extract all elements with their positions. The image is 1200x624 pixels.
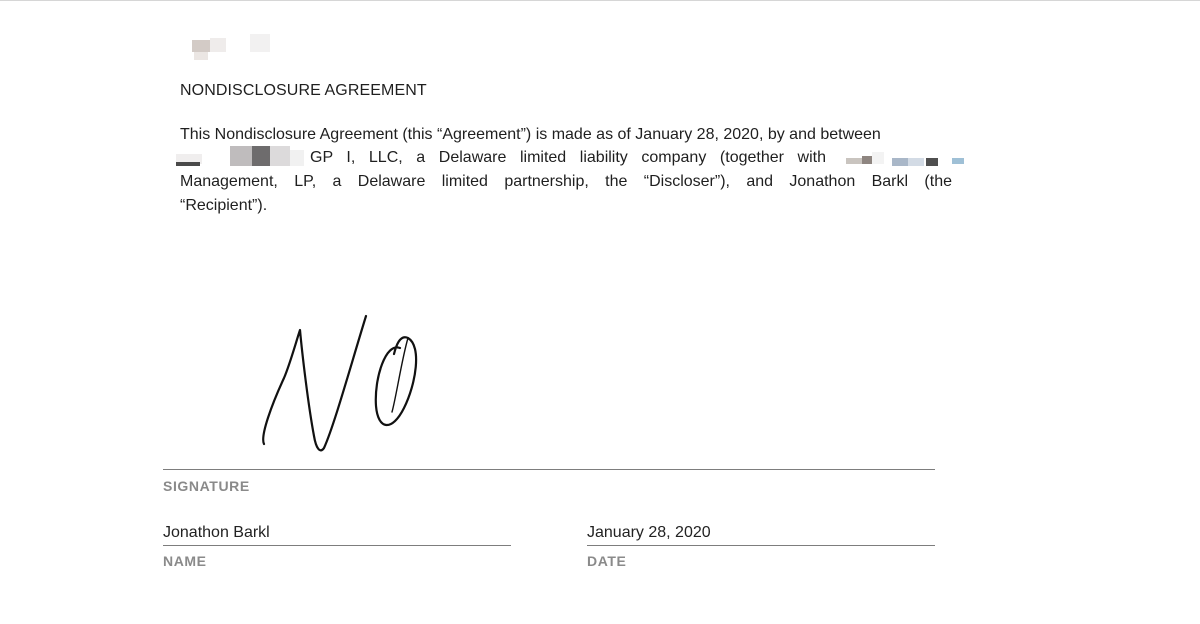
name-line xyxy=(163,545,511,546)
paragraph-line-3: Management, LP, a Delaware limited partnership, the “Discloser”), and Jonathon Barkl (the xyxy=(180,173,952,190)
paragraph-line-1: This Nondisclosure Agreement (this “Agreement”) is made as of January 28, 2020, by and between xyxy=(180,126,881,143)
paragraph-line-4: “Recipient”). xyxy=(180,197,268,214)
signature-caption: SIGNATURE xyxy=(163,478,250,494)
page-top-border xyxy=(0,0,1200,1)
paragraph-line-2: GP I, LLC, a Delaware limited liability company (together with xyxy=(310,149,826,166)
date-line xyxy=(587,545,935,546)
handwritten-signature xyxy=(250,308,440,468)
document-title: NONDISCLOSURE AGREEMENT xyxy=(180,82,427,99)
name-caption: NAME xyxy=(163,553,207,569)
date-caption: DATE xyxy=(587,553,627,569)
signature-line xyxy=(163,469,935,470)
name-value: Jonathon Barkl xyxy=(163,524,270,541)
date-value: January 28, 2020 xyxy=(587,524,711,541)
